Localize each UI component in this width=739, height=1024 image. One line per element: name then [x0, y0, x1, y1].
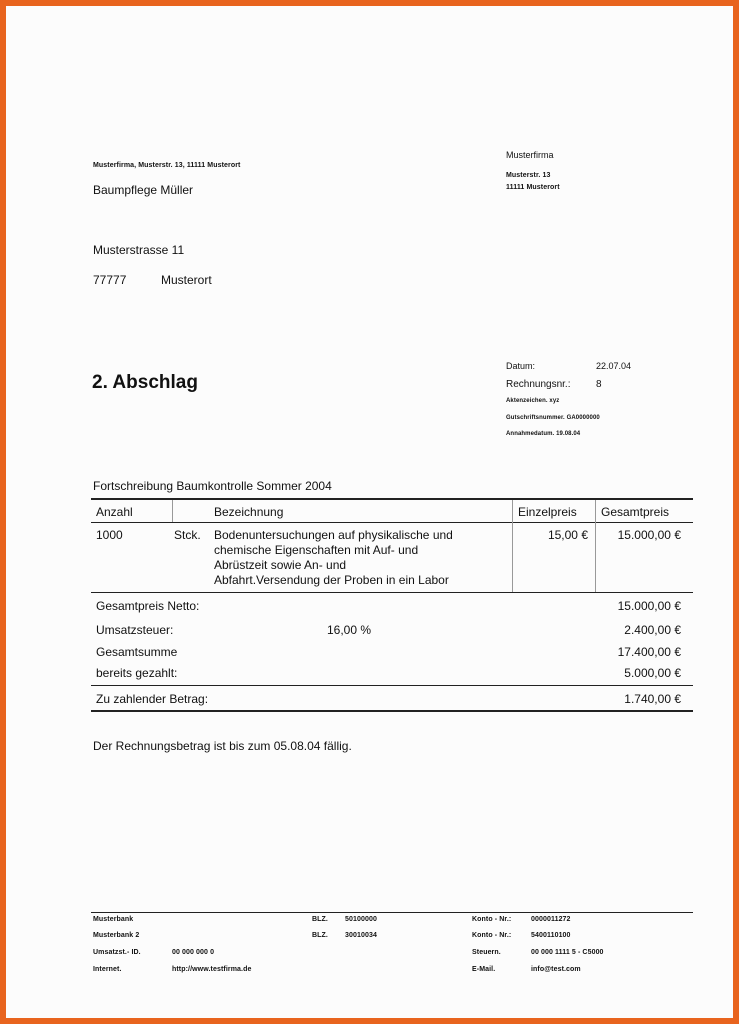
- footer-steuer-value: 00 000 1111 5 - C5000: [531, 949, 604, 956]
- col-divider: [512, 500, 513, 592]
- footer-konto2-value: 5400110100: [531, 932, 571, 939]
- footer-internet-label: Internet.: [93, 966, 122, 973]
- invoice-label: Rechnungsnr.:: [506, 379, 571, 390]
- col-divider: [172, 500, 173, 522]
- company-city: 11111 Musterort: [506, 184, 560, 191]
- vat-rate: 16,00 %: [327, 623, 372, 637]
- row-desc-line: Abfahrt.Versendung der Proben in ein Labor: [214, 573, 449, 587]
- company-street: Musterstr. 13: [506, 172, 551, 179]
- company-name: Musterfirma: [506, 150, 554, 160]
- footer-ust-value: 00 000 000 0: [172, 949, 215, 956]
- footer-email-value: info@test.com: [531, 966, 581, 973]
- recipient-city: Musterort: [161, 273, 212, 287]
- footer-email-label: E-Mail.: [472, 966, 496, 973]
- footer-blz1-value: 50100000: [345, 916, 377, 923]
- credit-line: Gutschriftsnummer. GA0000000: [506, 415, 600, 421]
- due-rule: [91, 685, 693, 686]
- header-rule: [91, 522, 693, 523]
- recipient-name: Baumpflege Müller: [93, 183, 194, 197]
- footer-blz2-label: BLZ.: [312, 932, 328, 939]
- table-bottom-rule: [91, 710, 693, 712]
- sender-line: Musterfirma, Musterstr. 13, 11111 Musterort: [93, 162, 241, 169]
- recipient-zip: 77777: [93, 273, 127, 287]
- footer-konto1-value: 0000011272: [531, 916, 571, 923]
- due-value: 1.740,00 €: [624, 692, 681, 706]
- gross-value: 17.400,00 €: [617, 645, 681, 659]
- row-desc-line: chemische Eigenschaften mit Auf- und: [214, 543, 419, 557]
- header-desc: Bezeichnung: [214, 505, 284, 519]
- net-value: 15.000,00 €: [617, 599, 681, 613]
- date-label: Datum:: [506, 361, 536, 371]
- footer-konto1-label: Konto - Nr.:: [472, 916, 512, 923]
- header-unit-price: Einzelpreis: [518, 505, 577, 519]
- accept-line: Annahmedatum. 19.08.04: [506, 431, 581, 437]
- table-top-rule: [91, 498, 693, 500]
- paid-value: 5.000,00 €: [624, 666, 681, 680]
- date-value: 22.07.04: [596, 361, 632, 371]
- header-total: Gesamtpreis: [601, 505, 670, 519]
- footer-blz1-label: BLZ.: [312, 916, 328, 923]
- vat-value: 2.400,00 €: [624, 623, 681, 637]
- ref-line: Aktenzeichen. xyz: [506, 398, 560, 404]
- footer-internet-value: http://www.testfirma.de: [172, 966, 252, 973]
- row-qty: 1000: [96, 528, 123, 542]
- subject-line: Fortschreibung Baumkontrolle Sommer 2004: [93, 479, 332, 493]
- paid-label: bereits gezahlt:: [96, 666, 178, 680]
- invoice-value: 8: [596, 379, 602, 390]
- totals-rule: [91, 592, 693, 593]
- footer-konto2-label: Konto - Nr.:: [472, 932, 512, 939]
- row-total: 15.000,00 €: [617, 528, 681, 542]
- due-label: Zu zahlender Betrag:: [96, 692, 209, 706]
- row-desc-line: Abrüstzeit sowie An- und: [214, 558, 347, 572]
- row-unit: Stck.: [174, 528, 201, 542]
- footer-rule: [91, 912, 693, 913]
- footer-steuer-label: Steuern.: [472, 949, 501, 956]
- gross-label: Gesamtsumme: [96, 645, 178, 659]
- footer-bank1: Musterbank: [93, 916, 134, 923]
- net-label: Gesamtpreis Netto:: [96, 599, 200, 613]
- page-title: 2. Abschlag: [92, 372, 198, 393]
- header-qty: Anzahl: [96, 505, 133, 519]
- due-note: Der Rechnungsbetrag ist bis zum 05.08.04 fällig.: [93, 739, 352, 753]
- col-divider: [595, 500, 596, 592]
- row-unit-price: 15,00 €: [547, 528, 588, 542]
- recipient-street: Musterstrasse 11: [93, 243, 185, 257]
- vat-label: Umsatzsteuer:: [96, 623, 174, 637]
- footer-bank2: Musterbank 2: [93, 932, 140, 939]
- footer-blz2-value: 30010034: [345, 932, 377, 939]
- row-desc-line: Bodenuntersuchungen auf physikalische und: [214, 528, 453, 542]
- footer-ust-label: Umsatzst.- ID.: [93, 949, 141, 956]
